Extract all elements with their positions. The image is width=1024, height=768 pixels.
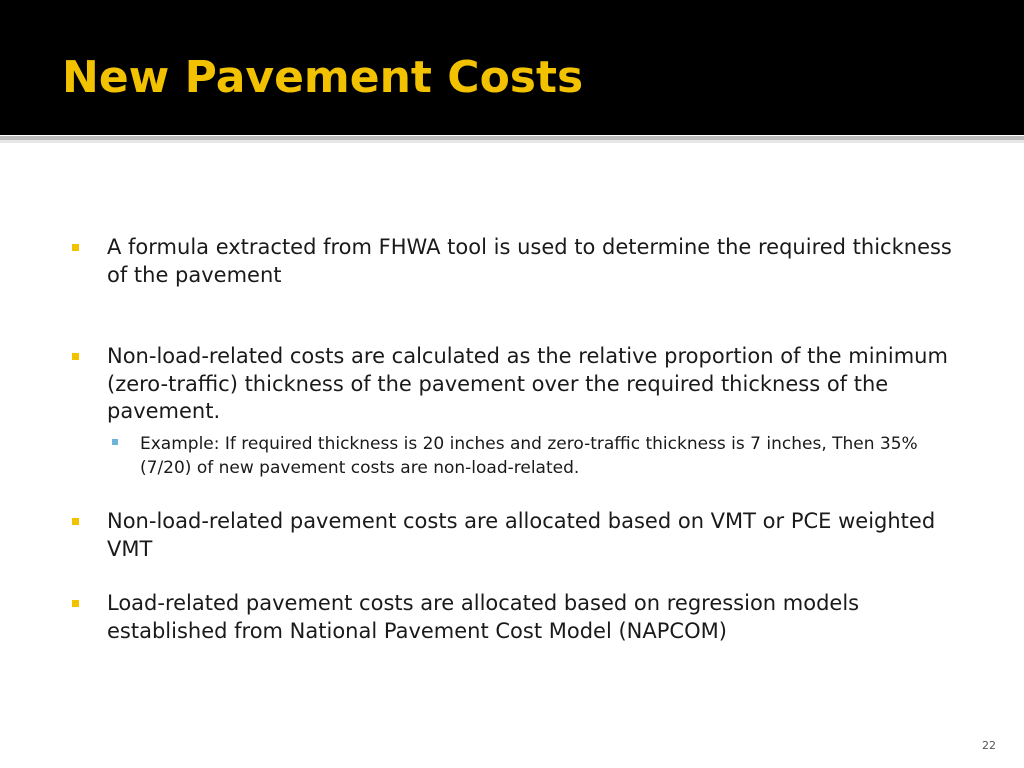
- bullet-marker-icon: [72, 353, 79, 360]
- sub-bullet-item-1: Example: If required thickness is 20 inches and zero-traffic thickness is 7 inches, Then 35% (7/20) of new pavement costs are non-load-related.: [140, 434, 918, 478]
- bullet-item-1: A formula extracted from FHWA tool is used to determine the required thickness of the pavement: [107, 235, 952, 287]
- bullet-marker-icon: [72, 244, 79, 251]
- slide-title: New Pavement Costs: [62, 52, 584, 103]
- slide-number: 22: [982, 739, 996, 752]
- sub-bullet-marker-icon: [112, 439, 118, 445]
- bullet-item-4: Load-related pavement costs are allocated based on regression models established from National Pavement Cost Model (NAPCOM): [107, 591, 860, 643]
- bullet-item-3: Non-load-related pavement costs are allocated based on VMT or PCE weighted VMT: [107, 509, 936, 561]
- bullet-marker-icon: [72, 518, 79, 525]
- bullet-marker-icon: [72, 600, 79, 607]
- bullet-item-2: Non-load-related costs are calculated as the relative proportion of the minimum (zero-traffic) thickness of the pavement over the required thickness of the pavement.: [107, 344, 948, 423]
